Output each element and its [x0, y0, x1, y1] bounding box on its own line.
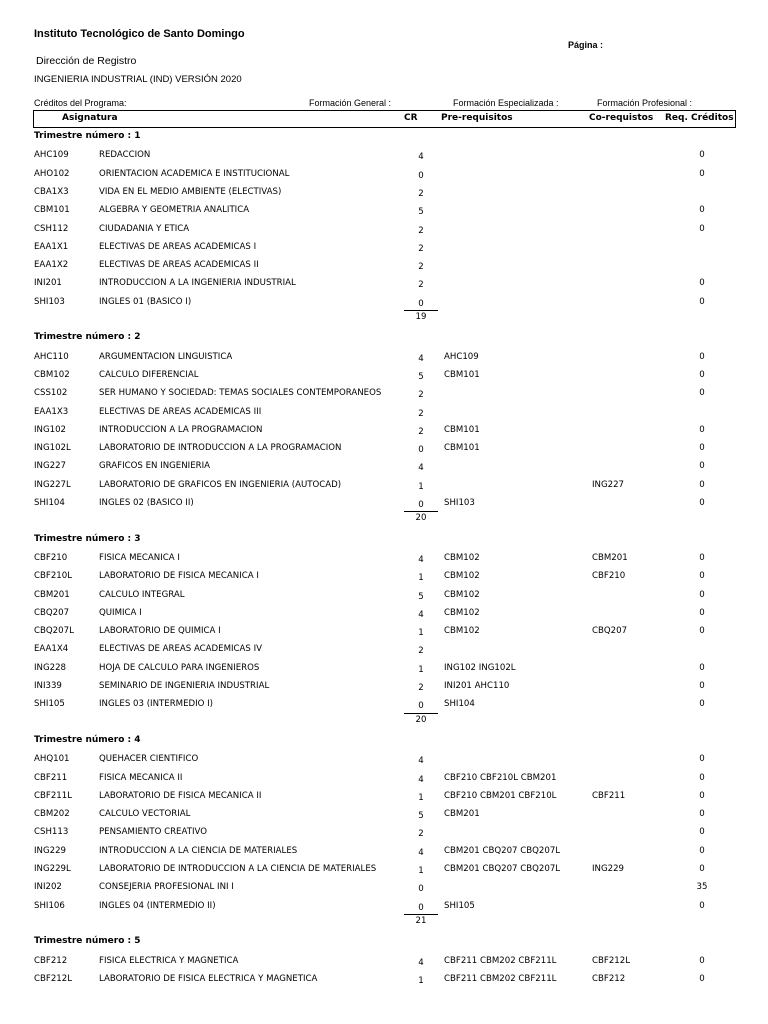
course-credits: 2 [418, 408, 424, 419]
table-row [0, 864, 768, 882]
course-required-credits: 0 [699, 900, 705, 911]
course-prerequisites: CBF211 CBM202 CBF211L [444, 973, 557, 984]
course-name: ELECTIVAS DE AREAS ACADEMICAS III [99, 406, 262, 417]
course-name: VIDA EN EL MEDIO AMBIENTE (ELECTIVAS) [99, 186, 282, 197]
course-name: QUIMICA I [99, 607, 142, 618]
course-prerequisites: CBF210 CBF210L CBM201 [444, 772, 557, 783]
course-credits: 2 [418, 262, 424, 273]
course-credits: 4 [418, 353, 424, 364]
course-required-credits: 0 [699, 864, 705, 874]
course-required-credits: 0 [699, 424, 705, 435]
table-row [0, 205, 768, 223]
course-name: SER HUMANO Y SOCIEDAD: TEMAS SOCIALES CONTEMPORANEOS [99, 388, 382, 399]
course-prerequisites: CBM101 [444, 369, 480, 380]
course-corequisites: CBF210 [592, 571, 626, 582]
table-row [0, 443, 768, 461]
course-code: AHC110 [34, 351, 69, 362]
course-name: LABORATORIO DE QUIMICA I [99, 626, 221, 637]
course-required-credits: 0 [699, 589, 705, 600]
program-title: INGENIERIA INDUSTRIAL (IND) VERSIÓN 2020 [34, 74, 242, 85]
table-row [0, 846, 768, 864]
table-row [0, 626, 768, 644]
course-code: ING227L [34, 479, 71, 490]
course-credits: 5 [418, 207, 424, 218]
course-credits: 1 [418, 481, 424, 492]
course-name: ELECTIVAS DE AREAS ACADEMICAS IV [99, 644, 263, 655]
course-required-credits: 0 [699, 168, 705, 179]
course-required-credits: 35 [696, 882, 708, 893]
course-credits: 0 [418, 701, 424, 712]
course-credits: 5 [418, 811, 424, 822]
course-code: CBF211L [34, 790, 73, 801]
table-row [0, 370, 768, 388]
course-required-credits: 0 [699, 479, 705, 490]
table-row [0, 809, 768, 827]
course-required-credits: 0 [699, 973, 705, 984]
course-credits: 1 [418, 628, 424, 639]
course-credits: 2 [418, 280, 424, 291]
table-row [0, 590, 768, 608]
table-row [0, 150, 768, 168]
page-label: Página : [568, 40, 604, 50]
table-row [0, 553, 768, 571]
course-code: EAA1X3 [34, 406, 69, 417]
course-name: INTRODUCCION A LA CIENCIA DE MATERIALES [99, 845, 298, 856]
course-code: CSS102 [34, 388, 68, 399]
course-credits: 1 [418, 792, 424, 803]
table-row [0, 663, 768, 681]
course-code: AHQ101 [34, 754, 70, 765]
course-name: INGLES 04 (INTERMEDIO II) [99, 900, 216, 911]
course-corequisites: CBF212L [592, 955, 631, 966]
course-name: CALCULO DIFERENCIAL [99, 369, 199, 380]
trimester-heading: Trimestre número : 5 [34, 936, 141, 947]
table-row [0, 773, 768, 791]
course-required-credits: 0 [699, 754, 705, 765]
table-row [0, 827, 768, 845]
course-required-credits: 0 [699, 369, 705, 380]
course-corequisites: ING229 [592, 864, 625, 874]
course-credits: 2 [418, 683, 424, 693]
course-required-credits: 0 [699, 461, 705, 472]
credits-professional-label: Formación Profesional : [597, 98, 693, 108]
course-code: CBF210 [34, 552, 68, 563]
course-code: CBM102 [34, 369, 70, 380]
table-row [0, 571, 768, 589]
table-row [0, 974, 768, 992]
course-code: EAA1X2 [34, 260, 69, 271]
table-row [0, 297, 768, 315]
course-required-credits: 0 [699, 772, 705, 783]
course-required-credits: 0 [699, 607, 705, 618]
course-prerequisites: CBM102 [444, 607, 480, 618]
institution-title: Instituto Tecnológico de Santo Domingo [34, 28, 245, 40]
course-required-credits: 0 [699, 809, 705, 820]
course-code: CBF210L [34, 571, 73, 582]
course-corequisites: CBF212 [592, 973, 626, 984]
course-corequisites: ING227 [592, 479, 625, 490]
course-code: ING229L [34, 864, 71, 874]
course-prerequisites: CBM201 [444, 809, 480, 820]
course-code: ING229 [34, 845, 67, 856]
course-prerequisites: CBM101 [444, 443, 480, 454]
trimester-heading: Trimestre número : 4 [34, 734, 141, 745]
course-code: AHC109 [34, 150, 69, 161]
trimester-heading: Trimestre número : 2 [34, 332, 141, 343]
course-credits: 4 [418, 463, 424, 474]
course-prerequisites: AHC109 [444, 351, 479, 362]
course-required-credits: 0 [699, 827, 705, 838]
course-name: LABORATORIO DE INTRODUCCION A LA CIENCIA DE MATERIALES [99, 864, 377, 874]
course-credits: 4 [418, 756, 424, 767]
table-row [0, 388, 768, 406]
course-credits: 4 [418, 554, 424, 565]
course-credits: 5 [418, 371, 424, 382]
course-name: INTRODUCCION A LA INGENIERIA INDUSTRIAL [99, 278, 296, 289]
table-row [0, 791, 768, 809]
trimester-total-rule [404, 310, 438, 311]
credits-general-label: Formación General : [309, 98, 392, 108]
course-credits: 2 [418, 390, 424, 401]
course-prerequisites: CBF210 CBM201 CBF210L [444, 790, 557, 801]
course-name: CALCULO INTEGRAL [99, 589, 185, 600]
course-credits: 2 [418, 426, 424, 437]
table-row [0, 407, 768, 425]
course-credits: 2 [418, 646, 424, 657]
table-row [0, 699, 768, 717]
course-credits: 5 [418, 591, 424, 602]
course-credits: 4 [418, 957, 424, 968]
course-name: CIUDADANIA Y ETICA [99, 223, 190, 234]
course-name: CALCULO VECTORIAL [99, 809, 191, 820]
trimester-total-rule [404, 914, 438, 915]
table-row [0, 901, 768, 919]
course-code: INI339 [34, 681, 62, 691]
table-row [0, 754, 768, 772]
table-row [0, 352, 768, 370]
trimester-total-rule [404, 511, 438, 512]
course-required-credits: 0 [699, 662, 705, 673]
course-code: INI202 [34, 882, 62, 893]
course-name: FISICA MECANICA I [99, 552, 180, 563]
course-code: ING227 [34, 461, 67, 472]
table-row [0, 461, 768, 479]
course-required-credits: 0 [699, 699, 705, 710]
course-code: CSH112 [34, 223, 69, 234]
table-row [0, 425, 768, 443]
course-prerequisites: CBM201 CBQ207 CBQ207L [444, 845, 561, 856]
header-req-credits: Req. Créditos [665, 113, 734, 123]
course-required-credits: 0 [699, 571, 705, 582]
table-row [0, 608, 768, 626]
course-code: CBF211 [34, 772, 68, 783]
table-row [0, 242, 768, 260]
trimester-total-rule [404, 713, 438, 714]
course-required-credits: 0 [699, 955, 705, 966]
course-code: CBF212L [34, 973, 73, 984]
course-code: ING102 [34, 424, 67, 435]
course-credits: 1 [418, 664, 424, 675]
course-name: SEMINARIO DE INGENIERIA INDUSTRIAL [99, 681, 270, 691]
course-prerequisites: CBM101 [444, 424, 480, 435]
course-prerequisites: CBM102 [444, 589, 480, 600]
course-code: EAA1X4 [34, 644, 69, 655]
course-name: INTRODUCCION A LA PROGRAMACION [99, 424, 263, 435]
course-prerequisites: CBM201 CBQ207 CBQ207L [444, 864, 561, 874]
course-name: LABORATORIO DE INTRODUCCION A LA PROGRAMACION [99, 443, 342, 454]
course-name: ELECTIVAS DE AREAS ACADEMICAS II [99, 260, 259, 271]
course-credits: 0 [418, 500, 424, 510]
trimester-total-credits: 21 [415, 915, 427, 926]
course-prerequisites: CBM102 [444, 571, 480, 582]
course-code: CBQ207 [34, 607, 70, 618]
trimester-heading: Trimestre número : 3 [34, 533, 141, 544]
table-row [0, 480, 768, 498]
course-name: ALGEBRA Y GEOMETRIA ANALITICA [99, 205, 250, 216]
table-row [0, 169, 768, 187]
course-credits: 0 [418, 884, 424, 895]
course-code: CBA1X3 [34, 186, 69, 197]
course-name: HOJA DE CALCULO PARA INGENIEROS [99, 662, 260, 673]
course-credits: 0 [418, 298, 424, 309]
course-corequisites: CBM201 [592, 552, 628, 563]
course-credits: 0 [418, 445, 424, 456]
course-required-credits: 0 [699, 278, 705, 289]
course-credits: 4 [418, 609, 424, 620]
trimester-total-credits: 19 [415, 312, 427, 322]
course-required-credits: 0 [699, 681, 705, 691]
course-prerequisites: CBF211 CBM202 CBF211L [444, 955, 557, 966]
course-code: ING228 [34, 662, 67, 673]
course-credits: 4 [418, 847, 424, 858]
header-cr: CR [404, 113, 418, 123]
trimester-heading: Trimestre número : 1 [34, 131, 141, 141]
department-title: Dirección de Registro [36, 55, 137, 67]
course-code: SHI106 [34, 900, 65, 911]
course-name: FISICA ELECTRICA Y MAGNETICA [99, 955, 239, 966]
credits-program-label: Créditos del Programa: [34, 98, 127, 108]
table-row [0, 260, 768, 278]
course-required-credits: 0 [699, 205, 705, 216]
course-code: SHI103 [34, 296, 65, 307]
course-name: FISICA MECANICA II [99, 772, 183, 783]
course-name: INGLES 01 (BASICO I) [99, 296, 192, 307]
course-required-credits: 0 [699, 443, 705, 454]
table-row [0, 644, 768, 662]
course-prerequisites: SHI103 [444, 498, 475, 508]
course-name: GRAFICOS EN INGENIERIA [99, 461, 211, 472]
table-row [0, 956, 768, 974]
course-prerequisites: ING102 ING102L [444, 662, 516, 673]
course-required-credits: 0 [699, 388, 705, 399]
course-credits: 1 [418, 573, 424, 584]
course-required-credits: 0 [699, 150, 705, 161]
course-credits: 2 [418, 243, 424, 254]
course-credits: 0 [418, 902, 424, 913]
course-required-credits: 0 [699, 223, 705, 234]
course-code: ING102L [34, 443, 71, 454]
course-code: CBF212 [34, 955, 68, 966]
trimester-total-credits: 20 [415, 513, 427, 524]
course-name: ARGUMENTACION LINGUISTICA [99, 351, 233, 362]
course-required-credits: 0 [699, 626, 705, 637]
course-code: SHI105 [34, 699, 65, 710]
course-name: QUEHACER CIENTIFICO [99, 754, 199, 765]
course-code: CBQ207L [34, 626, 74, 637]
course-prerequisites: SHI104 [444, 699, 475, 710]
course-prerequisites: CBM102 [444, 552, 480, 563]
table-row [0, 498, 768, 516]
course-name: INGLES 02 (BASICO II) [99, 498, 194, 508]
course-code: CSH113 [34, 827, 69, 838]
header-subject: Asignatura [62, 113, 118, 123]
course-name: LABORATORIO DE FISICA MECANICA II [99, 790, 262, 801]
trimester-total-credits: 20 [415, 714, 427, 725]
course-name: CONSEJERIA PROFESIONAL INI I [99, 882, 234, 893]
course-code: CBM202 [34, 809, 70, 820]
header-coreq: Co-requistos [589, 113, 654, 123]
course-required-credits: 0 [699, 552, 705, 563]
course-credits: 2 [418, 225, 424, 236]
course-code: AHO102 [34, 168, 70, 179]
course-prerequisites: SHI105 [444, 900, 475, 911]
course-name: PENSAMIENTO CREATIVO [99, 827, 207, 838]
course-name: INGLES 03 (INTERMEDIO I) [99, 699, 214, 710]
course-code: CBM201 [34, 589, 70, 600]
course-credits: 4 [418, 774, 424, 785]
table-row [0, 278, 768, 296]
table-row [0, 681, 768, 699]
course-corequisites: CBF211 [592, 790, 626, 801]
course-credits: 0 [418, 170, 424, 181]
header-prereq: Pre-requisitos [441, 113, 513, 123]
course-required-credits: 0 [699, 790, 705, 801]
course-name: ORIENTACION ACADEMICA E INSTITUCIONAL [99, 168, 290, 179]
table-row [0, 882, 768, 900]
course-credits: 2 [418, 829, 424, 840]
course-corequisites: CBQ207 [592, 626, 628, 637]
course-required-credits: 0 [699, 351, 705, 362]
course-required-credits: 0 [699, 845, 705, 856]
course-code: EAA1X1 [34, 241, 69, 252]
course-credits: 2 [418, 188, 424, 199]
course-name: LABORATORIO DE GRAFICOS EN INGENIERIA (AUTOCAD) [99, 479, 342, 490]
course-code: INI201 [34, 278, 62, 289]
course-name: LABORATORIO DE FISICA MECANICA I [99, 571, 259, 582]
course-prerequisites: CBM102 [444, 626, 480, 637]
credits-specialized-label: Formación Especializada : [453, 98, 559, 108]
table-row [0, 187, 768, 205]
course-required-credits: 0 [699, 296, 705, 307]
table-row [0, 224, 768, 242]
course-required-credits: 0 [699, 498, 705, 508]
course-credits: 1 [418, 975, 424, 986]
course-code: SHI104 [34, 498, 65, 508]
course-name: REDACCION [99, 150, 151, 161]
course-name: ELECTIVAS DE AREAS ACADEMICAS I [99, 241, 257, 252]
course-credits: 4 [418, 152, 424, 163]
course-code: CBM101 [34, 205, 70, 216]
course-credits: 1 [418, 866, 424, 876]
course-name: LABORATORIO DE FISICA ELECTRICA Y MAGNETICA [99, 973, 318, 984]
course-prerequisites: INI201 AHC110 [444, 681, 510, 691]
